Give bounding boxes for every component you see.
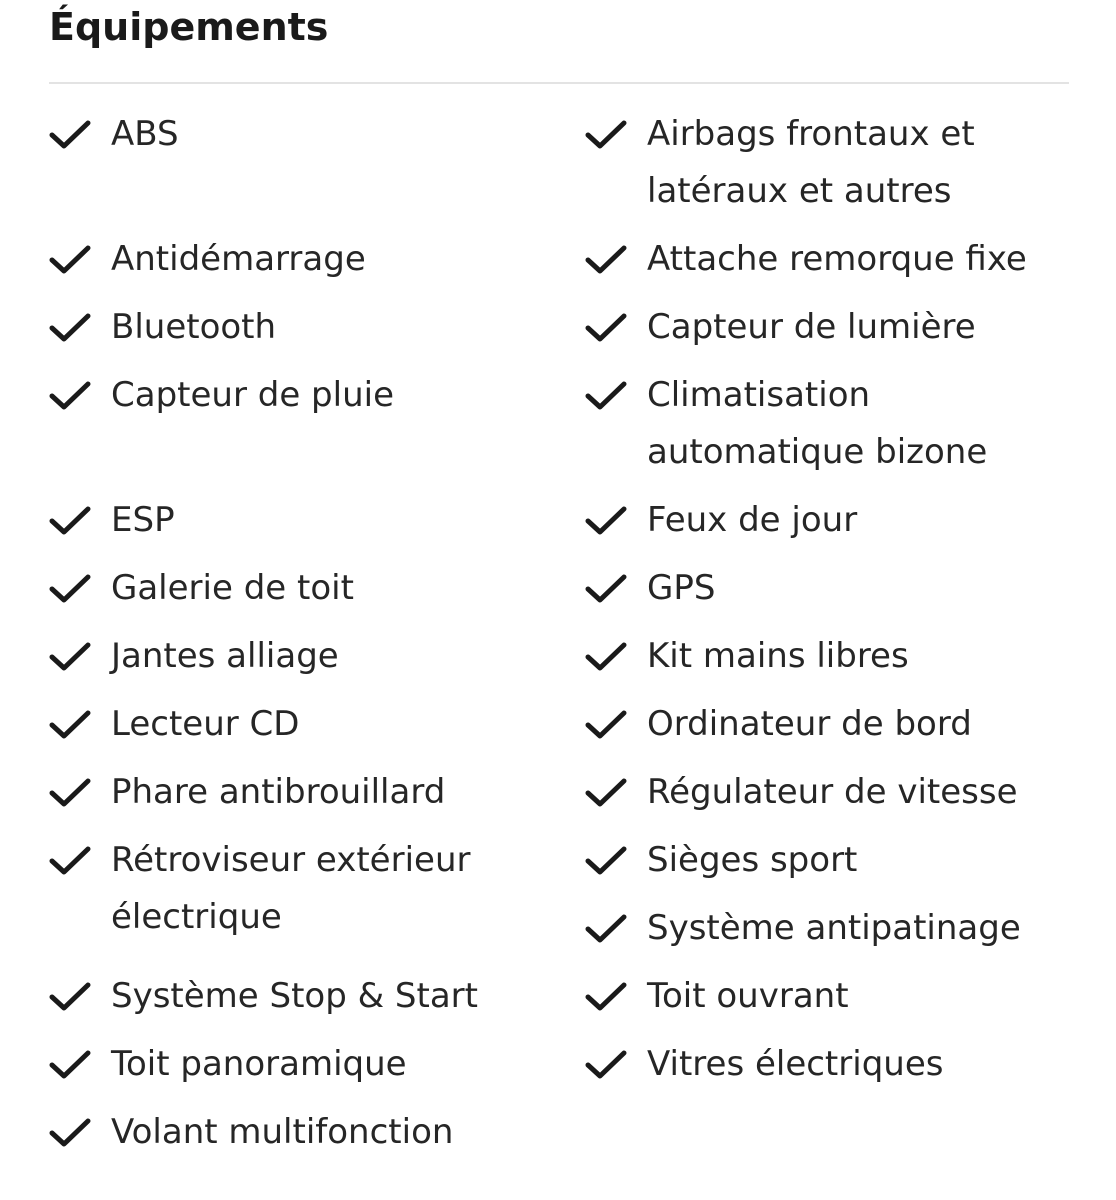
checkmark-icon: [585, 492, 627, 549]
equipment-item: [585, 299, 1069, 356]
equipment-item: [49, 832, 585, 957]
equipment-label: Capteur de pluie: [111, 375, 394, 415]
checkmark-icon: [585, 560, 627, 617]
checkmark-icon: [49, 231, 91, 288]
equipment-list: [49, 106, 1069, 1161]
checkmark-icon: [585, 1036, 627, 1093]
equipment-item: [585, 106, 1069, 220]
equipment-label: Rétroviseur extérieur électrique: [111, 840, 471, 937]
equipment-item: [585, 492, 1069, 549]
divider: [49, 82, 1069, 84]
checkmark-icon: [49, 1104, 91, 1161]
equipment-item: [585, 560, 1069, 617]
equipment-item: [49, 968, 585, 1025]
equipment-item: [49, 492, 585, 549]
checkmark-icon: [49, 696, 91, 753]
equipment-label: Climatisation automatique bizone: [647, 375, 988, 472]
equipment-item: [585, 367, 1069, 481]
equipment-item: [49, 299, 585, 356]
equipment-item: [585, 231, 1069, 288]
equipment-label: Système Stop & Start: [111, 976, 478, 1016]
equipment-item: [585, 968, 1069, 1025]
equipment-label: Bluetooth: [111, 307, 277, 347]
checkmark-icon: [585, 764, 627, 821]
equipment-item: [585, 832, 1069, 957]
equipment-label: Capteur de lumière: [647, 307, 976, 347]
equipment-item: [49, 367, 585, 481]
checkmark-icon: [49, 560, 91, 617]
checkmark-icon: [585, 900, 627, 957]
checkmark-icon: [49, 1036, 91, 1093]
equipment-item: [585, 1036, 1069, 1093]
checkmark-icon: [49, 367, 91, 424]
equipment-label: Feux de jour: [647, 500, 858, 540]
equipment-label: Lecteur CD: [111, 704, 300, 744]
checkmark-icon: [49, 832, 91, 889]
equipment-item-empty: [585, 1104, 1069, 1161]
checkmark-icon: [49, 106, 91, 163]
equipment-item: [49, 628, 585, 685]
checkmark-icon: [49, 299, 91, 356]
equipment-item: [49, 231, 585, 288]
checkmark-icon: [49, 764, 91, 821]
checkmark-icon: [585, 299, 627, 356]
equipment-label: Toit ouvrant: [647, 976, 849, 1016]
checkmark-icon: [585, 968, 627, 1025]
checkmark-icon: [585, 231, 627, 288]
section-title: Équipements: [49, 5, 329, 49]
equipment-item: [585, 628, 1069, 685]
equipment-label: Sièges sport: [647, 840, 858, 880]
equipment-label: Régulateur de vitesse: [647, 772, 1018, 812]
equipment-item: [585, 900, 1021, 957]
equipment-label: Attache remorque fixe: [647, 239, 1027, 279]
equipment-label: ABS: [111, 114, 179, 154]
equipment-label: GPS: [647, 568, 716, 608]
checkmark-icon: [49, 968, 91, 1025]
equipment-label: Airbags frontaux et latéraux et autres: [647, 114, 975, 211]
equipment-label: ESP: [111, 500, 175, 540]
equipment-label: Vitres électriques: [647, 1044, 944, 1084]
equipment-label: Jantes alliage: [111, 636, 339, 676]
equipment-label: Galerie de toit: [111, 568, 354, 608]
equipment-item: [585, 764, 1069, 821]
checkmark-icon: [585, 696, 627, 753]
equipment-label: Ordinateur de bord: [647, 704, 972, 744]
equipment-item: [49, 1104, 585, 1161]
equipment-item: [49, 1036, 585, 1093]
equipment-label: Toit panoramique: [111, 1044, 407, 1084]
checkmark-icon: [585, 628, 627, 685]
equipment-item: [585, 696, 1069, 753]
equipment-label: Antidémarrage: [111, 239, 366, 279]
checkmark-icon: [585, 832, 627, 889]
equipment-label: Phare antibrouillard: [111, 772, 446, 812]
checkmark-icon: [49, 492, 91, 549]
equipment-item: [49, 696, 585, 753]
equipment-item: [49, 764, 585, 821]
checkmark-icon: [49, 628, 91, 685]
checkmark-icon: [585, 106, 627, 163]
equipment-item: [49, 560, 585, 617]
checkmark-icon: [585, 367, 627, 424]
equipment-label: Volant multifonction: [111, 1112, 454, 1152]
equipment-item: [49, 106, 585, 220]
equipment-label: Kit mains libres: [647, 636, 909, 676]
equipment-label: Système antipatinage: [647, 908, 1021, 948]
